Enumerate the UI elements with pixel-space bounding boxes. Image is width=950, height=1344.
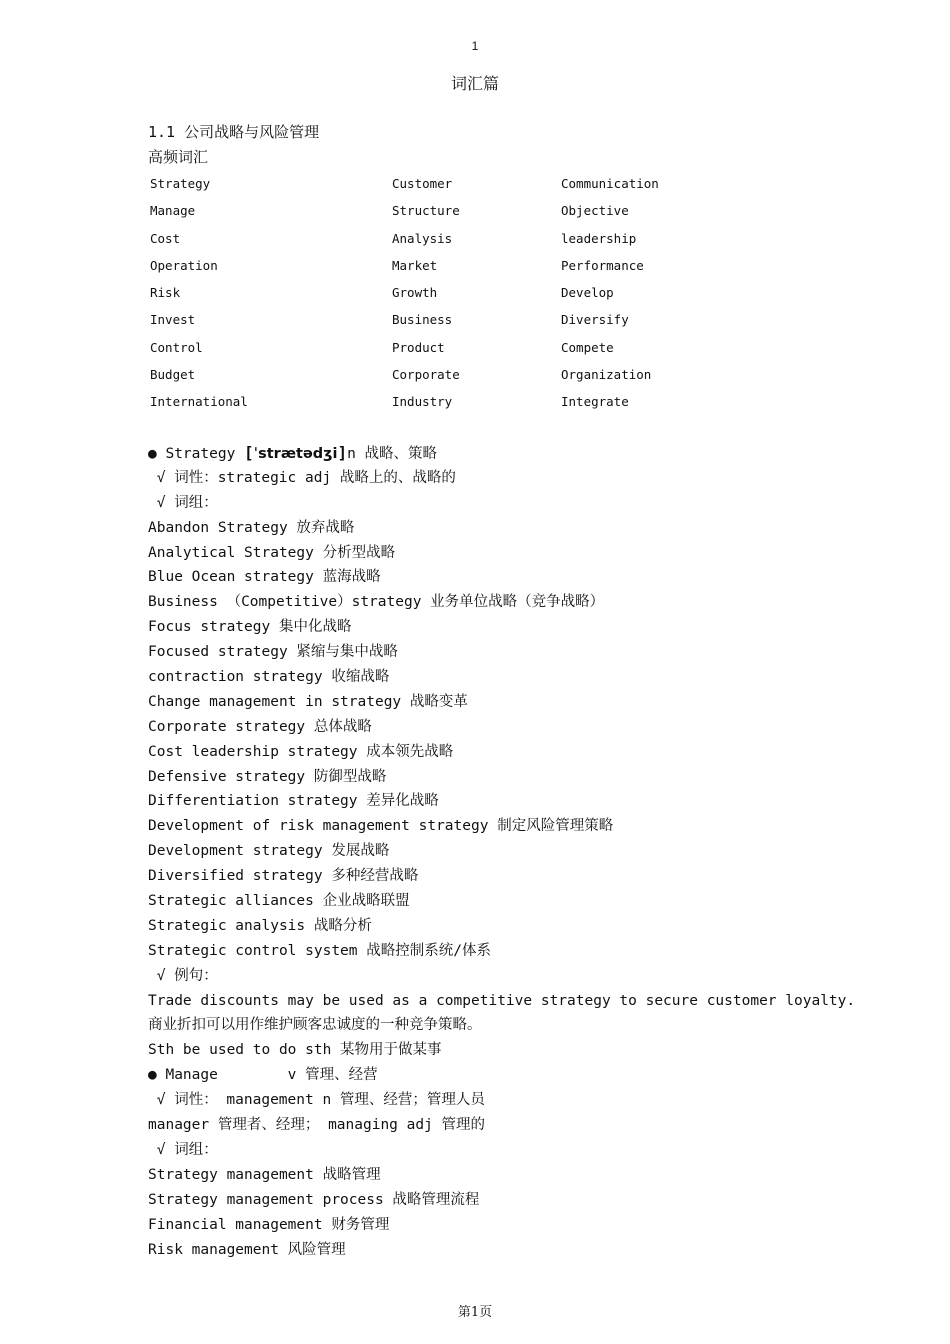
vocab-word: Customer: [392, 176, 453, 191]
vocab-word: Manage: [150, 203, 196, 219]
content-line: Trade discounts may be used as a competitive strategy to secure customer loyalty.: [148, 992, 856, 1009]
vocab-word: leadership: [561, 230, 637, 246]
content-line: Differentiation strategy 差异化战略: [148, 793, 439, 810]
document-title: 词汇篇: [450, 74, 499, 93]
vocab-word: Invest: [150, 312, 196, 328]
content-line: Corporate strategy 总体战略: [148, 718, 372, 735]
page-footer: 第1页: [457, 1305, 493, 1320]
vocab-word: Strategy: [150, 176, 211, 191]
content-line: Risk management 风险管理: [148, 1241, 346, 1258]
vocab-word: Organization: [561, 367, 652, 383]
content-line: √ 例句：: [148, 967, 218, 984]
content-line: Strategy management process 战略管理流程: [148, 1191, 480, 1208]
content-line: Focused strategy 紧缩与集中战略: [148, 644, 398, 661]
vocab-word: Industry: [392, 394, 453, 410]
content-line: contraction strategy 收缩战略: [148, 669, 390, 686]
content-line: √ 词性：strategic adj 战略上的、战略的: [148, 469, 456, 486]
vocab-word: Objective: [561, 203, 629, 219]
vocab-word: Operation: [150, 257, 218, 273]
phonetic-bracket-close: ]: [337, 443, 348, 462]
vocab-word: International: [150, 394, 248, 410]
content-line: Strategic alliances 企业战略联盟: [148, 893, 410, 910]
content-line: ● Manage v 管理、经营: [148, 1067, 378, 1084]
vocab-word: Control: [150, 339, 203, 355]
phonetic: ˈstrætədʒi: [253, 446, 338, 462]
sub-title: 高频词汇: [148, 148, 209, 166]
content-line: √ 词组：: [148, 494, 218, 511]
vocab-word: Compete: [561, 339, 614, 355]
content-line: manager 管理者、经理； managing adj 管理的: [148, 1117, 486, 1134]
content-line: Defensive strategy 防御型战略: [148, 768, 387, 785]
content-line: √ 词性： management n 管理、经营；管理人员: [148, 1092, 485, 1109]
vocab-word: Market: [392, 257, 438, 273]
page-number: 1: [471, 39, 479, 53]
vocab-word: Communication: [561, 176, 659, 191]
content-line: Blue Ocean strategy 蓝海战略: [148, 569, 381, 586]
content-lines: [148, 443, 928, 1264]
content-line: Cost leadership strategy 成本领先战略: [148, 743, 454, 760]
content-line: Business （Competitive）strategy 业务单位战略（竞争战略）: [148, 594, 605, 611]
vocab-word: Diversify: [561, 312, 629, 328]
content-line: Abandon Strategy 放弃战略: [148, 519, 355, 536]
content-line: 商业折扣可以用作维护顾客忠诚度的一种竞争策略。: [148, 1017, 482, 1034]
content-line: Analytical Strategy 分析型战略: [148, 544, 396, 561]
phonetic-bracket-open: [: [244, 443, 254, 462]
vocab-word: Growth: [392, 285, 438, 301]
content-line: √ 词组：: [148, 1141, 218, 1158]
content-line: Focus strategy 集中化战略: [148, 619, 352, 636]
vocab-word: Budget: [150, 367, 196, 383]
content-line: Strategy management 战略管理: [148, 1166, 381, 1183]
vocab-word: Structure: [392, 203, 460, 219]
content-line: Development of risk management strategy 制定风险管理策略: [148, 818, 614, 835]
vocab-word: Performance: [561, 257, 644, 273]
entry-strategy-line: [148, 443, 928, 468]
entry-meaning: n 战略、策略: [347, 446, 438, 462]
content-line: Strategic analysis 战略分析: [148, 917, 372, 934]
vocab-word: Integrate: [561, 394, 629, 410]
vocab-word: Corporate: [392, 367, 460, 383]
vocab-word: Develop: [561, 285, 614, 301]
content-line: Financial management 财务管理: [148, 1216, 390, 1233]
vocab-word: Business: [392, 312, 453, 328]
vocab-word: Analysis: [392, 230, 453, 246]
content-line: Change management in strategy 战略变革: [148, 693, 468, 710]
content-line: Sth be used to do sth 某物用于做某事: [148, 1042, 442, 1059]
content-line: Diversified strategy 多种经营战略: [148, 868, 419, 885]
content-line: Strategic control system 战略控制系统/体系: [148, 942, 491, 959]
content-line: Development strategy 发展战略: [148, 843, 390, 860]
vocab-word: Product: [392, 339, 445, 355]
section-title: 1.1 公司战略与风险管理: [148, 123, 320, 141]
vocab-word: Risk: [150, 285, 181, 301]
entry-head: ● Strategy: [148, 446, 245, 462]
vocab-word: Cost: [150, 230, 181, 246]
